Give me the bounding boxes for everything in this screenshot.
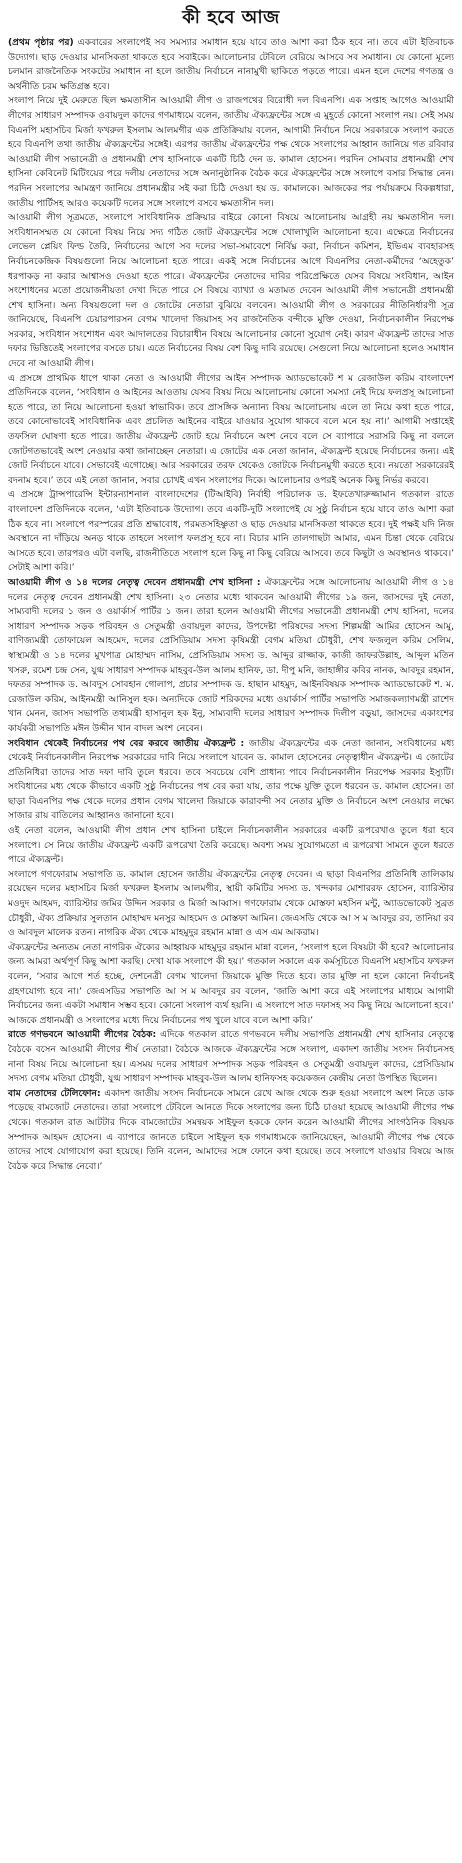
paragraph: [8, 488, 454, 576]
paragraph: [8, 824, 454, 868]
paragraph: [8, 36, 454, 94]
paragraph: [8, 576, 454, 737]
paragraph: [8, 94, 454, 211]
paragraph-text: ঐক্যফ্রন্টের সঙ্গে আলোচনায় আওয়ামী লীগ ও ১৪ দলের নেতৃত্ব দেবেন প্রধানমন্ত্রী শেখ হাসিনা। ২৩ নেতার মধ্যে থাকবেন আওয়ামী লীগের ১৯ জন, জাসদের দুই নেতা, সাম্যবাদী দলের ১ জন ও ওয়ার্কার্স পার্টির ১ জন। তারা হলেন আওয়ামী লীগের সভানেত্রী প্রধানমন্ত্রী শেখ হাসিনা, দলের সাধারণ সম্পাদক সড়ক পরিবহন ও সেতুমন্ত্রী ওবায়দুল কাদের, উপদেষ্টা পরিষদের সদস্য শিল্পমন্ত্রী আমির হোসেন আমু, বাণিজ্যমন্ত্রী তোফায়েল আহমেদ, দলের প্রেসিডিয়াম সদস্য কৃষিমন্ত্রী বেগম মতিয়া চৌধুরী, শেখ ফজলুল করিম সেলিম, স্বাস্থ্যমন্ত্রী ও ১৪ দলের মুখপাত্র মোহাম্মদ নাসিম, প্রেসিডিয়াম সদস্য ড. আব্দুর রাজ্জাক, কাজী জাফরউল্লাহ, আব্দুল মতিন খসরু, রমেশ চন্দ্র সেন, যুগ্ম সাধারণ সম্পাদক মাহবুব-উল আলম হানিফ, ডা. দীপু মনি, জাহাঙ্গীর কবির নানক, আবদুর রহমান, দফতর সম্পাদক ড. আবদুস সোবহান গোলাপ, প্রচার সম্পাদক ড. হাছান মাহমুদ, আইনবিষয়ক সম্পাদক অ্যাডভোকেট শ. ম. রেজাউল করিম, আইনমন্ত্রী আনিসুল হক। অন্যদিকে জোট শরিকদের মধ্যে ওয়ার্কার্স পার্টির সভাপতি সমাজকল্যাণমন্ত্রী রাশেদ খান মেনন, জাসদ সভাপতি তথ্যমন্ত্রী হাসানুল হক ইনু, সাম্যবাদী দলের সাধারণ সম্পাদক দিলীপ বড়ুয়া, জাসদের একাংশের কার্যকরী সভাপতি মঈন উদ্দীন খান বাদল অংশ নেবেন।: [8, 577, 454, 734]
paragraph-text: এদিকে গতকাল রাতে গণভবনে দলীয় সভাপতি প্রধানমন্ত্রী শেখ হাসিনার নেতৃত্বে বৈঠকে বসেন আওয়ামী লীগের শীর্ষ নেতারা। বৈঠকে আজকে ঐক্যফ্রন্টের সঙ্গে সংলাপ, একাদশ জাতীয় সংসদ নির্বাচনসহ নানা বিষয় নিয়ে আলোচনা হয়। এসময় দলের সাধারণ সম্পাদক সড়ক পরিবহন ও সেতুমন্ত্রী ওবায়দুল কাদের, প্রেসিডিয়াম সদস্য বেগম মতিয়া চৌধুরী, যুগ্ম সাধারণ সম্পাদক মাহবুব-উল আলম হানিফসহ কয়েকজন কেন্দ্রীয় নেতা উপস্থিত ছিলেন।: [8, 1030, 454, 1085]
paragraph-text: জাতীয় ঐক্যফ্রন্টের এক নেতা জানান, সংবিধানের মধ্য থেকেই নির্বাচনকালীন নিরপেক্ষ সরকারের দাবি নিয়ে সংলাপে যাবেন ড. কামাল হোসেনের নেতৃত্বাধীন ঐক্যফ্রন্ট। এ জোটের প্রতিনিধিরা তাদের সাত দফা দাবি তুলে ধরবে। তবে সবচেয়ে বেশি প্রাধান্য পাবে নির্বাচনকালীন নিরপেক্ষ সরকার ইস্যুটি। সংবিধানের মধ্য থেকে কীভাবে একটি সুষ্ঠু নির্বাচনের পথ বের করা যায়, তার পক্ষে যুক্তি তুলে ধরবেন ড. কামাল হোসেন। তা ছাড়া বিএনপির পক্ষ থেকে দলের প্রধান বেগম খালেদা জিয়াকে কারাবন্দী সব নেতার মুক্তি ও নির্বাচনে অংশ নেওয়ার লক্ষ্যে সাজার রায় বাতিলের আহ্বানও জানানো হবে।: [8, 738, 454, 822]
subheading: সংবিধান থেকেই নির্বাচনের পথ বের করবে জাতীয় ঐক্যফ্রন্ট :: [8, 738, 245, 749]
paragraph: [8, 868, 454, 941]
paragraph: [8, 737, 454, 825]
subheading: রাতে গণভবনে আওয়ামী লীগের বৈঠক:: [8, 1030, 157, 1041]
paragraph: [8, 941, 454, 1029]
paragraph-text: এ প্রসঙ্গে ট্রান্সপারেন্সি ইন্টারন্যাশনাল বাংলাদেশের (টিআইবি) নির্বাহী পরিচালক ড. ইফতেখারুজ্জামান গতকাল রাতে বাংলাদেশ প্রতিদিনকে বলেন, ‘এটা ইতিবাচক উদ্যোগ। তবে একটি-দুটি সংলাপেই যে সুষ্ঠু নির্বাচন হয়ে যাবে তাও আশা করা ঠিক হবে না। সংলাপে পরস্পরের প্রতি শ্রদ্ধাবোধ, পরমতসহিষ্ণুতা ও ছাড় দেওয়ার মানসিকতা থাকতে হবে। দুই পক্ষই যদি নিজ অবস্থানে না দাঁড়িয়ে অনড় থাকে তাহলে সংলাপ ফলপ্রসূ হবে না। বিচার মানি তালগাছটা আমার, এমন চিন্তা থেকে বেরিয়ে আসতে হবে। তারপরও এটা বলছি, রাজনীতিতে সংলাপ হলে কিছু না কিছু বেরিয়ে আসবে। তবে কিছুটা ও অবস্থানও থাকবে।’ সেটাই আশা করি।’: [8, 490, 454, 574]
paragraph: [8, 211, 454, 372]
article-headline: কী হবে আজ: [182, 7, 280, 28]
paragraph-text: সংলাপে গণফোরাম সভাপতি ড. কামাল হোসেন জাতীয় ঐক্যফ্রন্টের নেতৃত্ব দেবেন। এ ছাড়া বিএনপির প্রতিনিধি তালিকায় রয়েছেন দলের মহাসচিব মির্জা ফখরুল ইসলাম আলমগীর, স্থায়ী কমিটির সদস্য ড. খন্দকার মোশাররফ হোসেন, ব্যারিস্টার মওদুদ আহমদ, ব্যারিস্টার জমির উদ্দিন সরকার ও মির্জা আব্বাস। গণফোরাম থেকে মোস্তফা মহসিন মন্টু, অ্যাডভোকেট সুব্রত চৌধুরী, ঐক্য প্রক্রিয়ার সুলতান মোহাম্মদ মনসুর আহমেদ ও মোস্তফা আমিন। জেএসডি থেকে আ স ম আবদুর রব, তানিয়া রব ও আবদুল মালেক রতন। নাগরিক ঐক্য থেকে মাহমুদুর রহমান মান্না ও এস এম আকরাম।: [8, 869, 454, 939]
paragraph-text: ওই নেতা বলেন, আওয়ামী লীগ প্রধান শেখ হাসিনা চাইলে নির্বাচনকালীন সরকারের একটি রূপরেখাও তুলে ধরা হবে সংলাপে। সে নিয়ে জাতীয় ঐক্যফ্রন্ট একটি রূপরেখা তৈরি করেছে। অবশ্য সময় সুযোগমতো এ রূপরেখা সামনে তুলে ধরতে পারে ঐক্যফ্রন্ট।: [8, 826, 454, 866]
paragraph-text: ঐক্যফ্রন্টের অন্যতম নেতা নাগরিক ঐক্যের আহ্বায়ক মাহমুদুর রহমান মান্না বলেন, ‘সংলাপ হলে বিষয়টা কী হবে? আলোচনার জন্য আমরা অর্থপূর্ণ কিছু আশা করছি। দেখা যাক সংলাপে কী হয়।’ গতকাল সকালে এক কর্মসূচিতে বিএনপি মহাসচিব ফখরুল বলেন, ‘সবার আগে শর্ত হচ্ছে, দেশনেত্রী বেগম খালেদা জিয়াকে মুক্তি দিতে হবে। তার মুক্তি না হলে কোনো নির্বাচনই গ্রহণযোগ্য হবে না।’ জেএসডির সভাপতি আ স ম আবদুর রব বলেন, ‘জাতি আশা করে এই সংলাপের মাধ্যমে আগামী নির্বাচনের জন্য একটা সমাধান সম্ভব হবে। কোনো সংলাপ ব্যর্থ হয়নি। এ সংলাপে সাত দফাসহ সব কিছু নিয়ে আলোচনা হবে।’ আজকে প্রধানমন্ত্রী ও সংলাপের মধ্যে দিয়ে নির্বাচনের পথ খুলে যাবে বলে আশা করি।’: [8, 942, 454, 1026]
paragraph-text: একবারের সংলাপেই সব সমস্যার সমাধান হয়ে যাবে তাও আশা করা ঠিক হবে না। তবে এটা ইতিবাচক উদ্যোগ। ছাড় দেওয়ার মানসিকতা থাকতে হবে সবাইকে। আলোচনার টেবিলে বেরিয়ে আসবে সব সমাধান। যে কোনো মূল্যে চলমান রাজনৈতিক সংকটের সমাধান না হলে জাতীয় নির্বাচনে নানামুখী ছাকিতে পড়তে পারে। এমন হলে দেশের গণতন্ত্র ও অর্থনীতি চরম ক্ষতিগ্রস্ত হবে।: [8, 38, 454, 92]
subheading: আওয়ামী লীগ ও ১৪ দলের নেতৃত্ব দেবেন প্রধানমন্ত্রী শেখ হাসিনা :: [8, 577, 261, 588]
paragraph-lead: (প্রথম পৃষ্ঠার পর): [8, 38, 74, 48]
paragraph: [8, 1087, 454, 1175]
subheading: বাম নেতাদের টেলিফোন:: [8, 1088, 101, 1099]
paragraph-text: একাদশ জাতীয় সংসদ নির্বাচনকে সামনে রেখে আজ থেকে শুরু হওয়া সংলাপে অংশ নিতে ডাক পড়েছে বামজোট নেতাদের। তারা সংলাপে টেবিলে আনতে দিকে সংলাপের জন্য চিঠি চাওয়া হয়েছে আওয়ামী লীগের পক্ষ থেকে। গতকাল রাত আটটার দিকে বামজোটের সমন্বয়ক সাইফুল হককে ফোন করেন আওয়ামী লীগের সাংগঠনিক বিষয়ক সম্পাদক আহমদ হোসেন। এ ব্যাপারে জানতে চাইলে সাইফুল হক গণমাধ্যমকে জানিয়েছেন, আওয়ামী লীগের পক্ষ থেকে তাদের সাথে যোগাযোগ করা হয়েছে। তিনি বলেন, আমাদের সঙ্গে ফোনে কথা হয়েছে। তবে সংলাপে যাওয়ার বিষয়ে আজ বৈঠক করে সিদ্ধান্ত নেবো।’: [8, 1088, 454, 1172]
paragraph: [8, 372, 454, 489]
paragraph-text: আওয়ামী লীগ সূত্রমতে, সংলাপে সাংবিধানিক প্রক্রিয়ার বাইরে কোনো বিষয়ে আলোচনায় আগ্রহী নয় ক্ষমতাসীন দল। সংবিধানসম্মত যে কোনো বিষয় নিয়ে সদ্য গঠিত জোট ঐক্যফ্রন্টের সঙ্গে খোলাখুলি আলোচনা হবে। এক্ষেত্রে নির্বাচনের লেভেল প্লেয়িং ফিল্ড তৈরি, নির্বাচনের আগে সব দলের সভা-সমাবেশে নির্বিঘ্ন করা, নির্বাচন কমিশন, ইভিএম ব্যবহারসহ নির্বাচনকেন্দ্রিক বিষয়গুলো নিয়ে আলোচনা হতে পারে। একই সঙ্গে নির্বাচনের আগে বিএনপির নেতা-কর্মীদের ‘অহেতুক’ ধরপাকড় না করার আশ্বাসও দেওয়া হতে পারে। ঐক্যফ্রন্টের নেতাদের দাবির পরিপ্রেক্ষিতে যেসব বিষয়ে সংবিধান, আইন সংশোধনের মতো প্রয়োজনীয়তা দেখা দিতে পারে সে বিষয়ে ব্যাখ্যা ও মতামত দেবেন আওয়ামী লীগ সভানেত্রী প্রধানমন্ত্রী শেখ হাসিনা। অন্য বিষয়গুলো দল ও জোটের নেতারা বুঝিয়ে বলবেন। আওয়ামী লীগ ও সরকারের নীতিনির্ধারণী সূত্র জানিয়েছে, বিএনপি চেয়ারপারসন বেগম খালেদা জিয়াসহ সব রাজনৈতিক বন্দীকে মুক্তি দেওয়া, নির্বাচনকালীন নিরপেক্ষ সরকার, সংবিধান সংশোধন এবং আদালতের বিচারাধীন বিষয়ে আলোচনার কোনো সুযোগ নেই। কারণ ঐক্যফ্রন্ট তাদের সাত দফার ভিত্তিতেই সংলাপের বসতে চায়। এতে নির্বাচনের বিষয় বেশ কিছু দাবি রয়েছে। সেগুলো নিয়ে আলোচনা হলেও সমাধান দেবে না আওয়ামী লীগ।: [8, 213, 454, 370]
paragraph-text: সংলাপ নিয়ে দুই মেরুতে ছিল ক্ষমতাসীন আওয়ামী লীগ ও রাজপথের বিরোধী দল বিএনপি। এক সপ্তাহ আগেও আওয়ামী লীগের সাধারণ সম্পাদক ওবায়দুল কাদের গণমাধ্যমে বলেন, জাতীয় ঐক্যফ্রন্টের সঙ্গে এ মুহূর্তে কোনো সংলাপ নয়। সেই সময় বিএনপি মহাসচিব মির্জা ফখরুল ইসলাম আলমগীর এক প্রতিক্রিয়ায় বলেন, আগামী নির্বাচন নিয়ে সরকারকে সংলাপ করতে হবে বিএনপি তথা জাতীয় ঐক্যফ্রন্টের সঙ্গেই। এরপর জাতীয় ঐক্যফ্রন্টের পক্ষ থেকে সংলাপের আহ্বান জানিয়ে গত রবিবার আওয়ামী লীগ সভানেত্রী ও প্রধানমন্ত্রী শেখ হাসিনাকে একটি চিঠি দেন ড. কামাল হোসেন। পরদিন সোমবার প্রধানমন্ত্রী শেখ হাসিনা কেবিনেট মিটিংয়ের পরে দলীয় নেতাদের সঙ্গে অনানুষ্ঠানিক বৈঠক করে ঐক্যফ্রন্টের সঙ্গে সংলাপে বসার সিদ্ধান্ত নেন। পরদিন সংলাপের আমন্ত্রণ জানিয়ে প্রধানমন্ত্রীর সই করা চিঠি দেওয়া হয় ড. কামালকে। আজকের পর পর্যায়ক্রমে বিকল্পধারা, জাতীয় পার্টিসহ আরও কয়েকটি দলের সঙ্গে সংলাপে বসবে ক্ষমতাসীন দল।: [8, 96, 454, 209]
paragraph-text: এ প্রসঙ্গে প্রাথমিক ধাপে থাকা নেতা ও আওয়ামী লীগের আইন সম্পাদক অ্যাডভোকেট শ ম রেজাউল করিম বাংলাদেশ প্রতিদিনকে বলেন, ‘সংবিধান ও আইনের আওতায় যেসব বিষয় নিয়ে আলোচনায় কোনো সমস্যা নেই দিয়ে ফলপ্রসূ আলোচনা হতে পারে, তা নিয়ে আলোচনা হওয়া স্বাভাবিক। তবে প্রাসঙ্গিক অন্যান্য বিষয় আলোচনায় এলে তা নিয়ে কথা হতে পারে, তবে কোনোভাবেই সাংবিধানিক এবং প্রচলিত আইনের বাইরে যাওয়ার সুযোগ থাকবে বলে মনে হয় না।’ আগামী সপ্তাহেই তফসিল ঘোষণা হতে পারে। জাতীয় ঐক্যফ্রন্ট জোট হয়ে নির্বাচনে অংশ নেবে বলে সে ব্যাপারে সরাসরি কিছু না বললে জোটগতভাবেই অংশ নেওয়ার কথা জানাচ্ছেন নেতারা। এ জোটের এক নেতা জানান, ঐক্যফ্রন্ট হয়েছে নির্বাচনের জন্য। এই জোট নির্বাচনে যাবে। সেভাবেই এগোচ্ছে। আর সরকারের তরফ থেকেও জোটকে নির্বাচনমুখী করতে হবে। নয়তো সরকারেরই বদনাম হবে।’ তবে এই নেতা জানান, সবার চোখই এখন সংলাপের দিকে। আলোচনার ওপরই অনেক কিছু নির্ভর করবে।: [8, 373, 454, 486]
paragraph: [8, 1028, 454, 1086]
